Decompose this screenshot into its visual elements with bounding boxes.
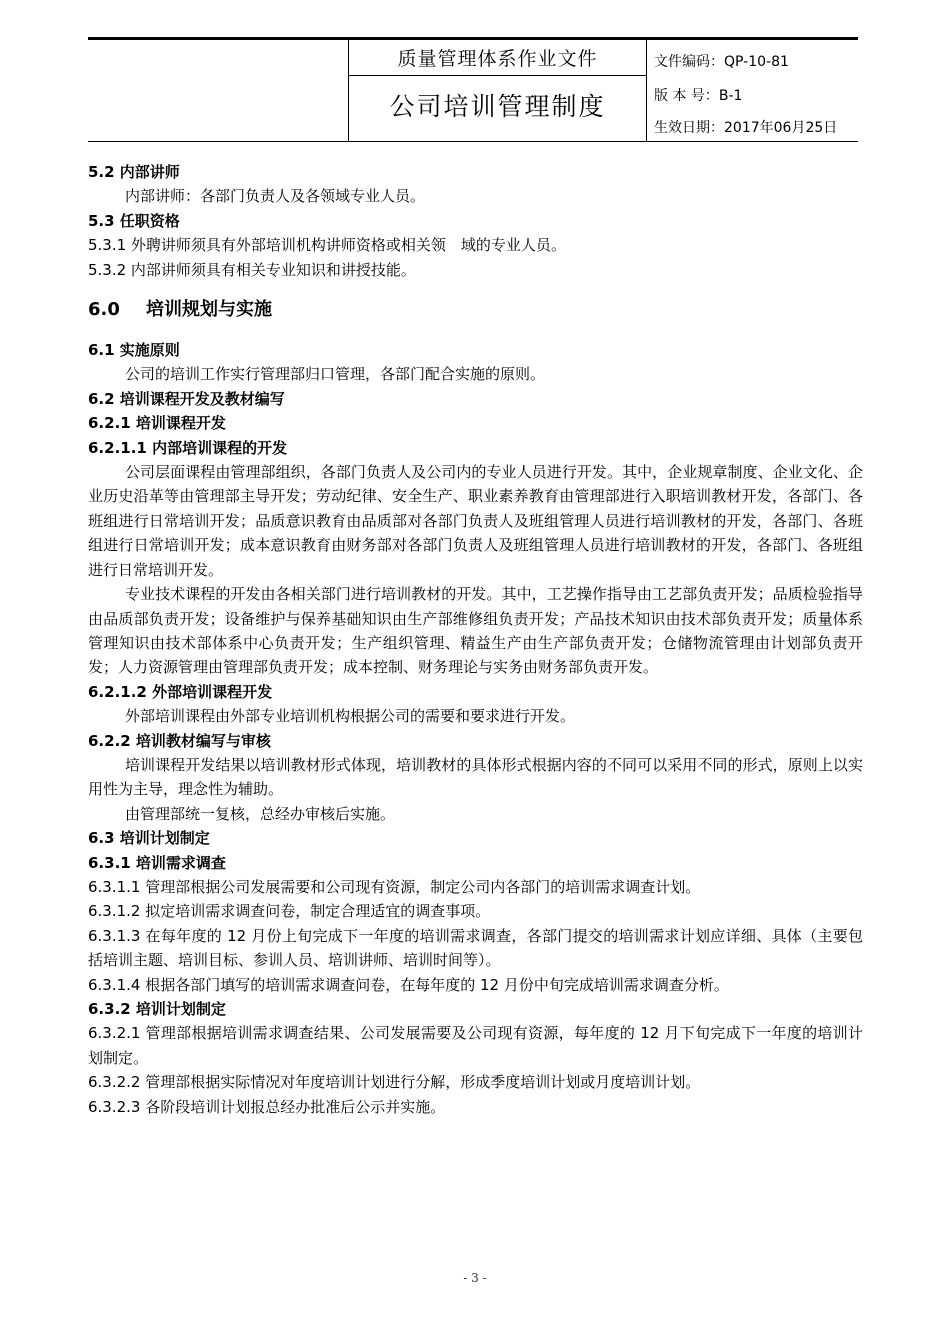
chapter-heading (88, 282, 863, 338)
list-item: 5.3.1 外聘讲师须具有外部培训机构讲师资格或相关领 域的专业人员。 (88, 236, 566, 255)
list-item: 6.3.2.3 各阶段培训计划报总经办批准后公示并实施。 (88, 1097, 446, 1116)
paragraph: 公司层面课程由管理部组织，各部门负责人及公司内的专业人员进行开发。其中，企业规章制度、企业文化、企业历史沿革等由管理部主导开发；劳动纪律、安全生产、职业素养教育由管理部进行入职培训教材开发，各部门、各班组进行日常培训开发；品质意识教育由品质部对各部门负责人及班组管理人员进行培训教材的开发，各部门、各班组进行日常培训开发；成本意识教育由财务部对各部门负责人及班组管理人员进行培训教材的开发，各部门、各班组进行日常培训开发。 (88, 463, 863, 579)
section-heading: 6.2 培训课程开发及教材编写 (88, 389, 285, 408)
paragraph: 内部讲师：各部门负责人及各领域专业人员。 (125, 187, 426, 206)
document-category: 质量管理体系作业文件 (397, 48, 598, 70)
page-number: - 3 - (463, 1271, 487, 1285)
document-header (88, 37, 858, 142)
document-title: 公司培训管理制度 (389, 92, 606, 121)
paragraph: 由管理部统一复核，总经办审核后实施。 (125, 804, 396, 823)
subsection-heading: 6.2.1 培训课程开发 (88, 414, 226, 433)
subsection-heading: 6.3.2 培训计划制定 (88, 1000, 226, 1018)
list-item: 5.3.2 内部讲师须具有相关专业知识和讲授技能。 (88, 260, 416, 279)
paragraph: 专业技术课程的开发由各相关部门进行培训教材的开发。其中，工艺操作指导由工艺部负责开发；品质检验指导由品质部负责开发；设备维护与保养基础知识由生产部维修组负责开发；产品技术知识由技术部负责开发；质量体系管理知识由技术部体系中心负责开发；生产组织管理、精益生产由生产部负责开发；仓储物流管理由计划部负责开发；人力资源管理由管理部负责开发；成本控制、财务理论与实务由财务部负责开发。 (88, 585, 863, 677)
header-top-rule (88, 37, 858, 40)
section-heading: 6.3 培训计划制定 (88, 829, 210, 848)
list-item: 6.3.1.2 拟定培训需求调查问卷，制定合理适宜的调查事项。 (88, 902, 491, 921)
list-item: 6.3.1.3 在每年度的 12 月份上旬完成下一年度的培训需求调查，各部门提交的培训需求计划应详细、具体（主要包括培训主题、培训目标、参训人员、培训讲师、培训时间等）。 (88, 926, 863, 970)
header-divider (646, 40, 647, 142)
chapter-title: 培训规划与实施 (146, 299, 272, 321)
list-item: 6.3.1.4 根据各部门填写的培训需求调查问卷，在每年度的 12 月份中旬完成培训需求调查分析。 (88, 975, 729, 994)
paragraph: 外部培训课程由外部专业培训机构根据公司的需要和要求进行开发。 (125, 707, 576, 726)
paragraph: 培训课程开发结果以培训教材形式体现，培训教材的具体形式根据内容的不同可以采用不同的形式，原则上以实用性为主导，理念性为辅助。 (88, 755, 863, 799)
section-heading: 5.3 任职资格 (88, 211, 180, 230)
subsection-heading: 6.3.1 培训需求调查 (88, 853, 226, 872)
header-bottom-rule (88, 141, 858, 142)
subsection-heading: 6.2.2 培训教材编写与审核 (88, 731, 271, 750)
section-heading: 6.1 实施原则 (88, 341, 180, 360)
list-item: 6.3.2.2 管理部根据实际情况对年度培训计划进行分解，形成季度培训计划或月度培训计划。 (88, 1073, 701, 1092)
chapter-number: 6.0 (88, 299, 120, 321)
subsection-heading: 6.2.1.1 内部培训课程的开发 (88, 438, 288, 457)
header-divider (348, 75, 647, 76)
doc-version: 版 本 号：B-1 (654, 88, 743, 104)
list-item: 6.3.2.1 管理部根据培训需求调查结果、公司发展需要及公司现有资源，每年度的 12 月下旬完成下一年度的培训计划制定。 (88, 1024, 863, 1067)
document-body (88, 160, 863, 1119)
doc-code: 文件编码：QP-10-81 (654, 54, 789, 70)
effective-date: 生效日期：2017年06月25日 (654, 120, 838, 136)
subsection-heading: 6.2.1.2 外部培训课程开发 (88, 682, 273, 701)
list-item: 6.3.1.1 管理部根据公司发展需要和公司现有资源，制定公司内各部门的培训需求调查计划。 (88, 877, 701, 896)
paragraph: 公司的培训工作实行管理部归口管理，各部门配合实施的原则。 (125, 365, 546, 384)
section-heading: 5.2 内部讲师 (88, 163, 180, 181)
